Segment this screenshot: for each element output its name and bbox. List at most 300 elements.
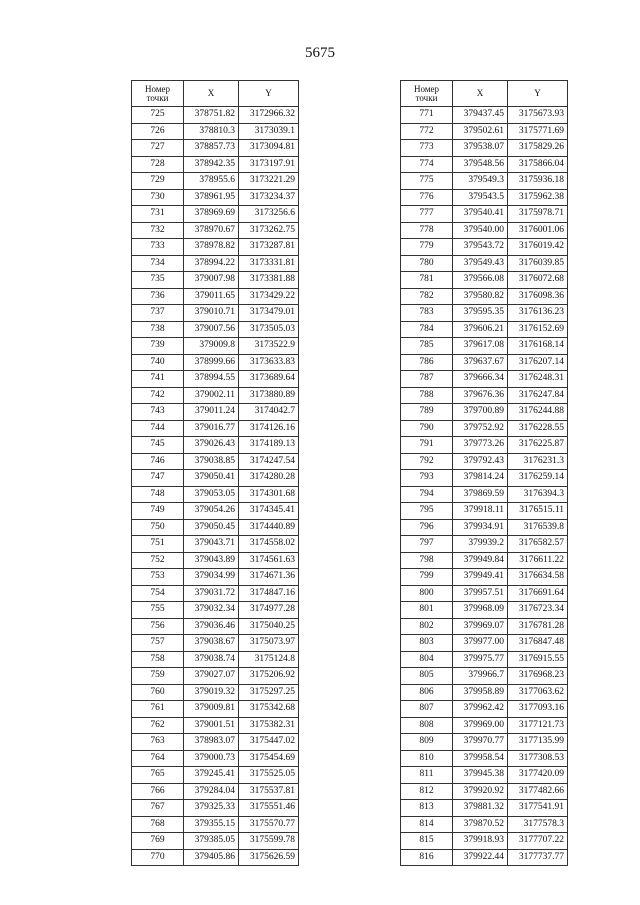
- table-row: [401, 404, 568, 421]
- table-row: [132, 173, 299, 190]
- point-number-cell: 765: [132, 767, 184, 784]
- x-cell: 378994.22: [184, 255, 239, 272]
- table-row: [401, 816, 568, 833]
- x-cell: 379031.72: [184, 585, 239, 602]
- table-row: [132, 107, 299, 124]
- y-cell: 3173479.01: [239, 305, 299, 322]
- y-cell: 3175962.38: [508, 189, 568, 206]
- x-cell: 379814.24: [453, 470, 508, 487]
- table-row: [132, 305, 299, 322]
- y-cell: 3176168.14: [508, 338, 568, 355]
- point-number-cell: 772: [401, 123, 453, 140]
- table-row: [132, 321, 299, 338]
- point-number-cell: 804: [401, 651, 453, 668]
- point-number-cell: 753: [132, 569, 184, 586]
- point-number-cell: 735: [132, 272, 184, 289]
- point-number-cell: 814: [401, 816, 453, 833]
- point-number-cell: 741: [132, 371, 184, 388]
- x-cell: 379001.51: [184, 717, 239, 734]
- table-row: [132, 701, 299, 718]
- point-number-cell: 726: [132, 123, 184, 140]
- x-cell: 379050.41: [184, 470, 239, 487]
- table-row: [401, 701, 568, 718]
- point-number-cell: 747: [132, 470, 184, 487]
- table-row: [132, 849, 299, 866]
- x-cell: 379595.35: [453, 305, 508, 322]
- table-row: [132, 800, 299, 817]
- y-cell: 3177707.22: [508, 833, 568, 850]
- x-cell: 378970.67: [184, 222, 239, 239]
- table-row: [132, 486, 299, 503]
- table-row: [401, 255, 568, 272]
- point-number-cell: 800: [401, 585, 453, 602]
- y-cell: 3173234.37: [239, 189, 299, 206]
- point-number-cell: 805: [401, 668, 453, 685]
- point-number-cell: 784: [401, 321, 453, 338]
- x-cell: 379034.99: [184, 569, 239, 586]
- y-cell: 3177541.91: [508, 800, 568, 817]
- y-cell: 3175297.25: [239, 684, 299, 701]
- y-cell: 3176001.06: [508, 222, 568, 239]
- point-number-cell: 766: [132, 783, 184, 800]
- x-cell: 379027.07: [184, 668, 239, 685]
- table-row: [132, 470, 299, 487]
- y-cell: 3173689.64: [239, 371, 299, 388]
- x-cell: 379245.41: [184, 767, 239, 784]
- point-number-cell: 761: [132, 701, 184, 718]
- y-cell: 3173522.9: [239, 338, 299, 355]
- page-number: 5675: [305, 45, 335, 61]
- y-cell: 3177578.3: [508, 816, 568, 833]
- y-cell: 3174126.16: [239, 420, 299, 437]
- table-row: [401, 338, 568, 355]
- table-row: [401, 222, 568, 239]
- table-row: [401, 717, 568, 734]
- y-cell: 3174042.7: [239, 404, 299, 421]
- y-cell: 3176539.8: [508, 519, 568, 536]
- x-cell: 379540.00: [453, 222, 508, 239]
- y-cell: 3177135.99: [508, 734, 568, 751]
- y-cell: 3177482.66: [508, 783, 568, 800]
- x-cell: 379543.5: [453, 189, 508, 206]
- x-cell: 379540.41: [453, 206, 508, 223]
- x-cell: 378994.55: [184, 371, 239, 388]
- header-y: Y: [508, 81, 568, 107]
- table-row: [401, 767, 568, 784]
- x-cell: 379957.51: [453, 585, 508, 602]
- y-cell: 3173287.81: [239, 239, 299, 256]
- x-cell: 378961.95: [184, 189, 239, 206]
- x-cell: 379945.38: [453, 767, 508, 784]
- x-cell: 379009.8: [184, 338, 239, 355]
- point-number-cell: 807: [401, 701, 453, 718]
- x-cell: 378978.82: [184, 239, 239, 256]
- table-row: [401, 123, 568, 140]
- table-row: [401, 800, 568, 817]
- y-cell: 3176915.55: [508, 651, 568, 668]
- x-cell: 379970.77: [453, 734, 508, 751]
- table-row: [132, 767, 299, 784]
- y-cell: 3175829.26: [508, 140, 568, 157]
- y-cell: 3175866.04: [508, 156, 568, 173]
- point-number-cell: 775: [401, 173, 453, 190]
- point-number-cell: 749: [132, 503, 184, 520]
- y-cell: 3175382.31: [239, 717, 299, 734]
- y-cell: 3176611.22: [508, 552, 568, 569]
- point-number-cell: 743: [132, 404, 184, 421]
- x-cell: 379043.89: [184, 552, 239, 569]
- y-cell: 3177121.73: [508, 717, 568, 734]
- x-cell: 379010.71: [184, 305, 239, 322]
- y-cell: 3175771.69: [508, 123, 568, 140]
- table-row: [401, 453, 568, 470]
- point-number-cell: 733: [132, 239, 184, 256]
- point-number-cell: 742: [132, 387, 184, 404]
- y-cell: 3174977.28: [239, 602, 299, 619]
- y-cell: 3175673.93: [508, 107, 568, 124]
- point-number-cell: 794: [401, 486, 453, 503]
- coordinates-table-left: [131, 80, 299, 866]
- x-cell: 379053.05: [184, 486, 239, 503]
- point-number-cell: 750: [132, 519, 184, 536]
- table-row: [401, 552, 568, 569]
- table-row: [132, 833, 299, 850]
- table-row: [401, 321, 568, 338]
- y-cell: 3175599.78: [239, 833, 299, 850]
- y-cell: 3176228.55: [508, 420, 568, 437]
- point-number-cell: 744: [132, 420, 184, 437]
- header-x: X: [453, 81, 508, 107]
- x-cell: 379920.92: [453, 783, 508, 800]
- y-cell: 3176781.28: [508, 618, 568, 635]
- y-cell: 3176231.3: [508, 453, 568, 470]
- table-row: [132, 783, 299, 800]
- table-row: [132, 503, 299, 520]
- x-cell: 379284.04: [184, 783, 239, 800]
- table-row: [132, 668, 299, 685]
- x-cell: 379958.54: [453, 750, 508, 767]
- x-cell: 379975.77: [453, 651, 508, 668]
- point-number-cell: 798: [401, 552, 453, 569]
- point-number-cell: 778: [401, 222, 453, 239]
- x-cell: 378955.6: [184, 173, 239, 190]
- y-cell: 3175936.18: [508, 173, 568, 190]
- point-number-cell: 729: [132, 173, 184, 190]
- point-number-cell: 781: [401, 272, 453, 289]
- y-cell: 3176691.64: [508, 585, 568, 602]
- x-cell: 379538.07: [453, 140, 508, 157]
- y-cell: 3175551.46: [239, 800, 299, 817]
- point-number-cell: 808: [401, 717, 453, 734]
- x-cell: 379437.45: [453, 107, 508, 124]
- point-number-cell: 731: [132, 206, 184, 223]
- point-number-cell: 752: [132, 552, 184, 569]
- x-cell: 379385.05: [184, 833, 239, 850]
- point-number-cell: 760: [132, 684, 184, 701]
- table-row: [132, 371, 299, 388]
- table-row: [401, 272, 568, 289]
- table-row: [401, 486, 568, 503]
- point-number-cell: 790: [401, 420, 453, 437]
- table-row: [132, 816, 299, 833]
- x-cell: 379870.52: [453, 816, 508, 833]
- x-cell: 379002.11: [184, 387, 239, 404]
- y-cell: 3176152.69: [508, 321, 568, 338]
- x-cell: 379939.2: [453, 536, 508, 553]
- x-cell: 379007.56: [184, 321, 239, 338]
- x-cell: 379050.45: [184, 519, 239, 536]
- point-number-cell: 799: [401, 569, 453, 586]
- y-cell: 3177308.53: [508, 750, 568, 767]
- y-cell: 3174558.02: [239, 536, 299, 553]
- point-number-cell: 757: [132, 635, 184, 652]
- table-row: [401, 206, 568, 223]
- y-cell: 3176259.14: [508, 470, 568, 487]
- point-number-cell: 786: [401, 354, 453, 371]
- point-number-cell: 803: [401, 635, 453, 652]
- point-number-cell: 783: [401, 305, 453, 322]
- table-row: [401, 503, 568, 520]
- point-number-cell: 773: [401, 140, 453, 157]
- x-cell: 379977.00: [453, 635, 508, 652]
- x-cell: 379580.82: [453, 288, 508, 305]
- table-row: [401, 371, 568, 388]
- point-number-cell: 736: [132, 288, 184, 305]
- point-number-cell: 791: [401, 437, 453, 454]
- y-cell: 3174671.36: [239, 569, 299, 586]
- table-row: [401, 140, 568, 157]
- x-cell: 379009.81: [184, 701, 239, 718]
- table-row: [401, 635, 568, 652]
- x-cell: 379019.32: [184, 684, 239, 701]
- y-cell: 3176039.85: [508, 255, 568, 272]
- table-row: [132, 239, 299, 256]
- point-number-cell: 811: [401, 767, 453, 784]
- y-cell: 3172966.32: [239, 107, 299, 124]
- y-cell: 3176225.87: [508, 437, 568, 454]
- x-cell: 379869.59: [453, 486, 508, 503]
- header-x: X: [184, 81, 239, 107]
- point-number-cell: 758: [132, 651, 184, 668]
- x-cell: 379355.15: [184, 816, 239, 833]
- table-row: [132, 420, 299, 437]
- table-row: [401, 750, 568, 767]
- x-cell: 379966.7: [453, 668, 508, 685]
- table-row: [132, 288, 299, 305]
- x-cell: 378983.07: [184, 734, 239, 751]
- y-cell: 3175525.05: [239, 767, 299, 784]
- y-cell: 3175040.25: [239, 618, 299, 635]
- table-row: [401, 833, 568, 850]
- table-row: [401, 387, 568, 404]
- y-cell: 3175978.71: [508, 206, 568, 223]
- x-cell: 379043.71: [184, 536, 239, 553]
- table-row: [132, 404, 299, 421]
- point-number-cell: 809: [401, 734, 453, 751]
- y-cell: 3176247.84: [508, 387, 568, 404]
- x-cell: 379038.85: [184, 453, 239, 470]
- x-cell: 379752.92: [453, 420, 508, 437]
- x-cell: 379969.07: [453, 618, 508, 635]
- point-number-cell: 810: [401, 750, 453, 767]
- table-row: [401, 239, 568, 256]
- x-cell: 379958.89: [453, 684, 508, 701]
- x-cell: 379026.43: [184, 437, 239, 454]
- x-cell: 379000.73: [184, 750, 239, 767]
- x-cell: 379566.08: [453, 272, 508, 289]
- y-cell: 3176244.88: [508, 404, 568, 421]
- x-cell: 379918.11: [453, 503, 508, 520]
- point-number-cell: 725: [132, 107, 184, 124]
- table-row: [401, 156, 568, 173]
- header-point-number: Номер точки: [401, 81, 453, 107]
- x-cell: 379949.84: [453, 552, 508, 569]
- table-row: [401, 684, 568, 701]
- table-row: [132, 255, 299, 272]
- point-number-cell: 751: [132, 536, 184, 553]
- x-cell: 379792.43: [453, 453, 508, 470]
- point-number-cell: 813: [401, 800, 453, 817]
- y-cell: 3173221.29: [239, 173, 299, 190]
- point-number-cell: 785: [401, 338, 453, 355]
- point-number-cell: 788: [401, 387, 453, 404]
- y-cell: 3176136.23: [508, 305, 568, 322]
- y-cell: 3176019.42: [508, 239, 568, 256]
- table-row: [401, 437, 568, 454]
- table-row: [132, 222, 299, 239]
- x-cell: 379011.65: [184, 288, 239, 305]
- table-row: [401, 585, 568, 602]
- y-cell: 3174301.68: [239, 486, 299, 503]
- table-row: [401, 189, 568, 206]
- point-number-cell: 762: [132, 717, 184, 734]
- table-row: [401, 651, 568, 668]
- y-cell: 3176248.31: [508, 371, 568, 388]
- x-cell: 379549.43: [453, 255, 508, 272]
- x-cell: 378751.82: [184, 107, 239, 124]
- table-row: [401, 849, 568, 866]
- y-cell: 3176723.34: [508, 602, 568, 619]
- table-row: [132, 272, 299, 289]
- y-cell: 3176968.23: [508, 668, 568, 685]
- point-number-cell: 730: [132, 189, 184, 206]
- point-number-cell: 748: [132, 486, 184, 503]
- x-cell: 379502.61: [453, 123, 508, 140]
- table-row: [132, 618, 299, 635]
- x-cell: 379036.46: [184, 618, 239, 635]
- point-number-cell: 806: [401, 684, 453, 701]
- point-number-cell: 816: [401, 849, 453, 866]
- point-number-cell: 776: [401, 189, 453, 206]
- point-number-cell: 768: [132, 816, 184, 833]
- y-cell: 3173331.81: [239, 255, 299, 272]
- point-number-cell: 802: [401, 618, 453, 635]
- x-cell: 379405.86: [184, 849, 239, 866]
- x-cell: 378999.66: [184, 354, 239, 371]
- point-number-cell: 793: [401, 470, 453, 487]
- point-number-cell: 737: [132, 305, 184, 322]
- x-cell: 379922.44: [453, 849, 508, 866]
- point-number-cell: 728: [132, 156, 184, 173]
- y-cell: 3176515.11: [508, 503, 568, 520]
- table-row: [132, 206, 299, 223]
- point-number-cell: 746: [132, 453, 184, 470]
- y-cell: 3174561.63: [239, 552, 299, 569]
- x-cell: 379881.32: [453, 800, 508, 817]
- table-row: [401, 107, 568, 124]
- y-cell: 3174345.41: [239, 503, 299, 520]
- y-cell: 3177093.16: [508, 701, 568, 718]
- point-number-cell: 738: [132, 321, 184, 338]
- point-number-cell: 777: [401, 206, 453, 223]
- y-cell: 3176582.57: [508, 536, 568, 553]
- x-cell: 379934.91: [453, 519, 508, 536]
- point-number-cell: 815: [401, 833, 453, 850]
- point-number-cell: 770: [132, 849, 184, 866]
- y-cell: 3176634.58: [508, 569, 568, 586]
- x-cell: 379969.00: [453, 717, 508, 734]
- point-number-cell: 734: [132, 255, 184, 272]
- table-row: [401, 420, 568, 437]
- y-cell: 3176207.14: [508, 354, 568, 371]
- x-cell: 379637.67: [453, 354, 508, 371]
- table-row: [401, 519, 568, 536]
- y-cell: 3173505.03: [239, 321, 299, 338]
- point-number-cell: 792: [401, 453, 453, 470]
- x-cell: 379032.34: [184, 602, 239, 619]
- point-number-cell: 756: [132, 618, 184, 635]
- y-cell: 3173039.1: [239, 123, 299, 140]
- y-cell: 3175537.81: [239, 783, 299, 800]
- table-header-row: [132, 81, 299, 107]
- point-number-cell: 795: [401, 503, 453, 520]
- y-cell: 3175073.97: [239, 635, 299, 652]
- table-row: [401, 602, 568, 619]
- point-number-cell: 739: [132, 338, 184, 355]
- y-cell: 3174247.54: [239, 453, 299, 470]
- coordinates-table-right: [400, 80, 568, 866]
- table-row: [132, 684, 299, 701]
- y-cell: 3176072.68: [508, 272, 568, 289]
- x-cell: 379007.98: [184, 272, 239, 289]
- table-row: [132, 387, 299, 404]
- table-row: [132, 585, 299, 602]
- table-row: [401, 783, 568, 800]
- point-number-cell: 745: [132, 437, 184, 454]
- x-cell: 379606.21: [453, 321, 508, 338]
- table-row: [132, 519, 299, 536]
- table-header-row: [401, 81, 568, 107]
- table-row: [132, 123, 299, 140]
- table-row: [401, 536, 568, 553]
- x-cell: 379548.56: [453, 156, 508, 173]
- y-cell: 3173197.91: [239, 156, 299, 173]
- point-number-cell: 782: [401, 288, 453, 305]
- x-cell: 379011.24: [184, 404, 239, 421]
- point-number-cell: 732: [132, 222, 184, 239]
- table-row: [401, 569, 568, 586]
- x-cell: 379016.77: [184, 420, 239, 437]
- y-cell: 3176098.36: [508, 288, 568, 305]
- y-cell: 3173262.75: [239, 222, 299, 239]
- y-cell: 3173381.88: [239, 272, 299, 289]
- x-cell: 379968.09: [453, 602, 508, 619]
- table-row: [132, 552, 299, 569]
- table-row: [132, 536, 299, 553]
- point-number-cell: 780: [401, 255, 453, 272]
- table-row: [132, 717, 299, 734]
- y-cell: 3175342.68: [239, 701, 299, 718]
